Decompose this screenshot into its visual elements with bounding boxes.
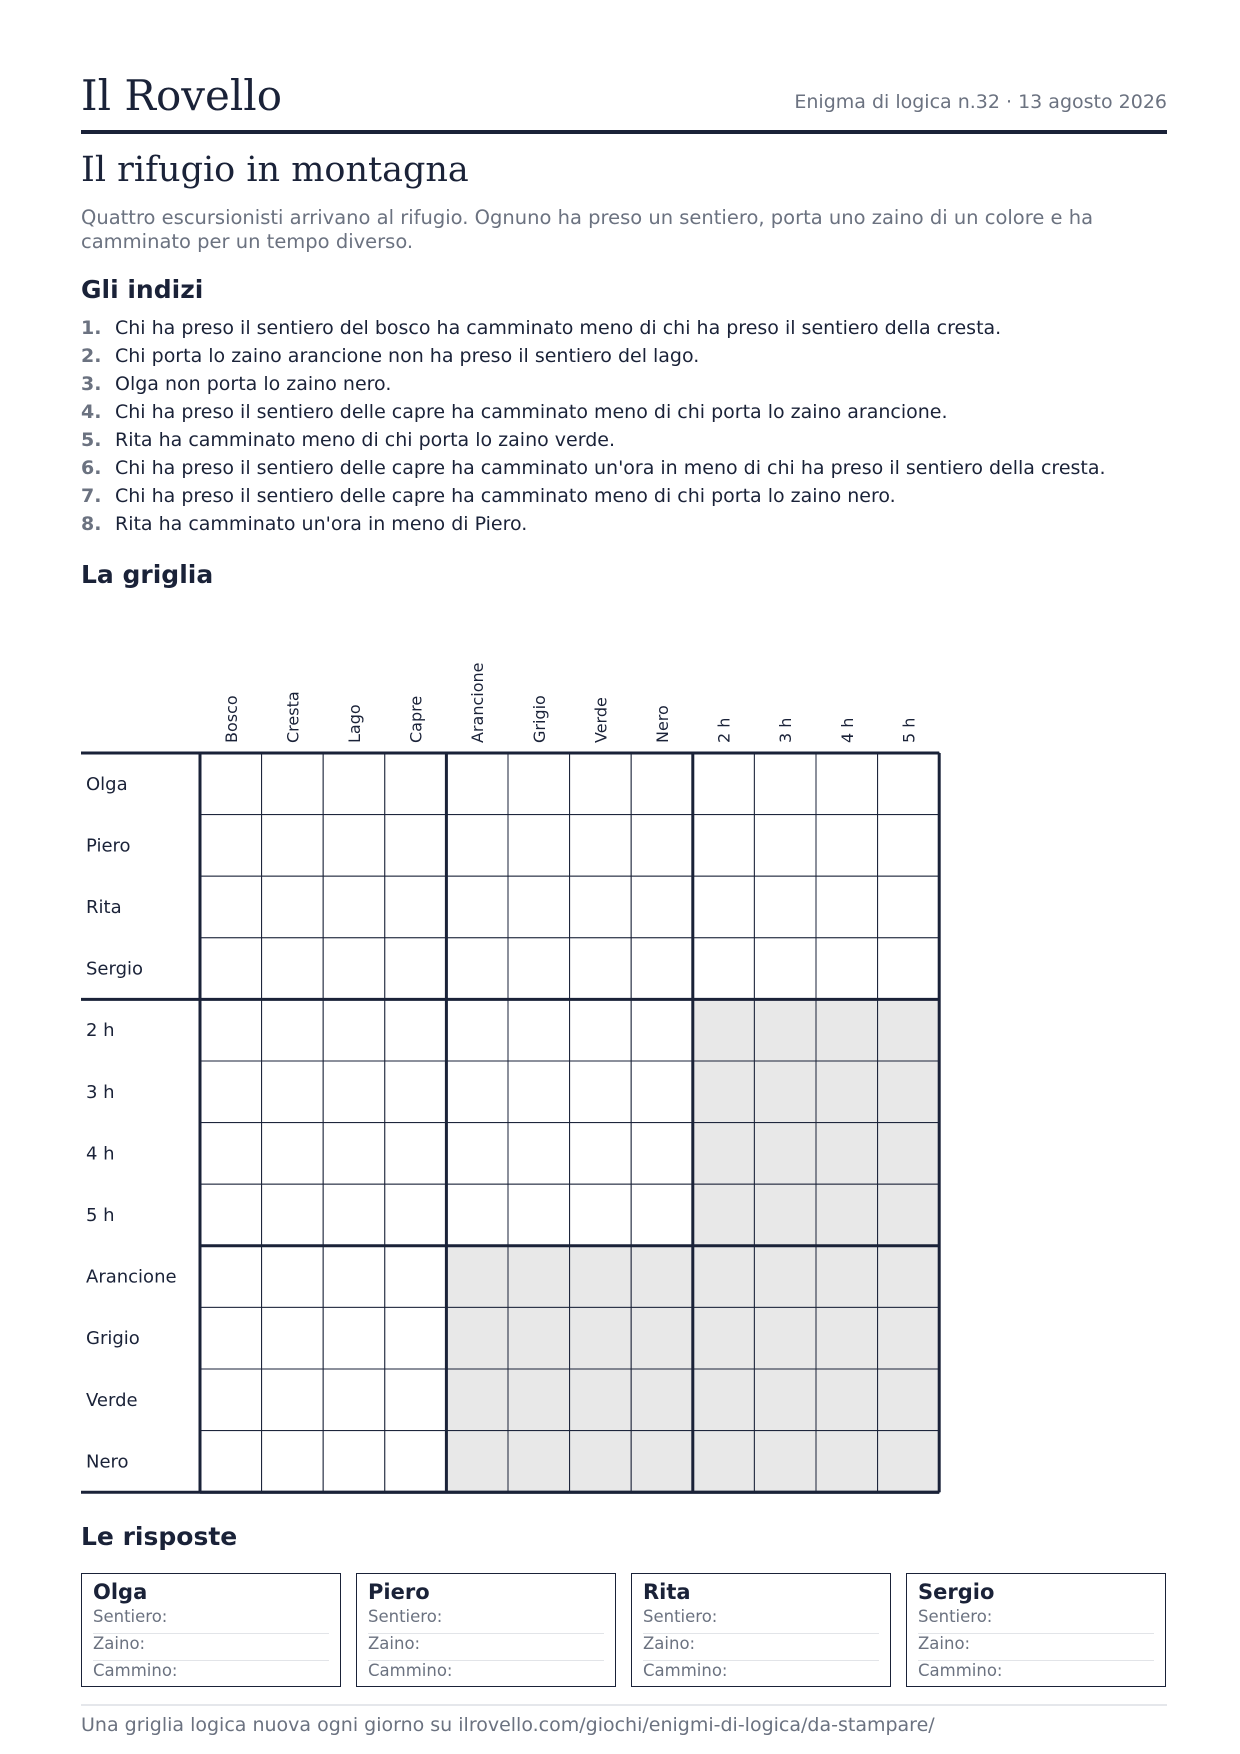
answer-card-piero [356,1573,616,1687]
clue-number: 1. [81,317,102,339]
grid-cell[interactable] [262,876,324,938]
clue-number: 7. [81,485,102,507]
grid-cell[interactable] [693,1307,755,1369]
grid-cell[interactable] [878,1061,940,1123]
grid-cell[interactable] [385,1307,447,1369]
grid-cell[interactable] [816,876,878,938]
grid-cell[interactable] [754,1123,816,1185]
grid-cell[interactable] [631,1184,693,1246]
grid-cell[interactable] [878,1369,940,1431]
grid-cell[interactable] [323,999,385,1061]
grid-cell[interactable] [508,999,570,1061]
grid-cell[interactable] [878,1184,940,1246]
grid-cell[interactable] [262,815,324,877]
clue-number: 6. [81,457,102,479]
grid-cell[interactable] [323,1369,385,1431]
grid-cell[interactable] [385,1184,447,1246]
grid-row-label: Rita [86,897,122,918]
grid-cell[interactable] [816,1061,878,1123]
grid-cell[interactable] [570,938,632,1000]
grid-cell[interactable] [508,1307,570,1369]
grid-cell[interactable] [570,1246,632,1308]
answer-field-cammino[interactable]: Cammino: [93,1661,178,1680]
grid-cell[interactable] [878,1307,940,1369]
grid-cell[interactable] [693,1369,755,1431]
grid-cell[interactable] [631,815,693,877]
answer-field-zaino[interactable]: Zaino: [93,1634,329,1661]
answer-field-cammino[interactable]: Cammino: [918,1661,1003,1680]
grid-column-label: Lago [345,704,364,743]
grid-cell[interactable] [570,999,632,1061]
grid-cell[interactable] [508,1431,570,1493]
grid-cell[interactable] [570,1061,632,1123]
grid-cell[interactable] [446,1184,508,1246]
brand-title: Il Rovello [81,71,283,120]
clue-item [81,510,1181,538]
grid-cell[interactable] [385,815,447,877]
grid-cell[interactable] [816,1307,878,1369]
grid-cell[interactable] [631,1307,693,1369]
grid-cell[interactable] [570,815,632,877]
answer-card-name: Sergio [918,1580,995,1604]
grid-row-label: Grigio [86,1328,140,1350]
grid-cell[interactable] [570,876,632,938]
grid-cell[interactable] [446,999,508,1061]
answer-field-cammino[interactable]: Cammino: [368,1661,453,1680]
clue-text: Chi porta lo zaino arancione non ha preso il sentiero del lago. [115,345,700,367]
grid-cell[interactable] [754,999,816,1061]
grid-cell[interactable] [816,999,878,1061]
grid-cell[interactable] [693,1123,755,1185]
grid-cell[interactable] [446,815,508,877]
grid-cell[interactable] [262,1061,324,1123]
answers-heading: Le risposte [81,1522,238,1551]
grid-column-label: 3 h [776,717,796,743]
grid-cell[interactable] [200,938,262,1000]
grid-cell[interactable] [878,876,940,938]
grid-cell[interactable] [385,1123,447,1185]
grid-cell[interactable] [508,1184,570,1246]
answer-card-olga [81,1573,341,1687]
grid-cell[interactable] [323,938,385,1000]
clue-number: 5. [81,429,102,451]
grid-cell[interactable] [816,815,878,877]
answers-section [81,1573,1167,1689]
clue-text: Rita ha camminato meno di chi porta lo zaino verde. [115,429,615,451]
grid-cell[interactable] [878,753,940,815]
clue-item [81,454,1181,482]
grid-column-label: Bosco [221,695,241,743]
grid-cell[interactable] [631,999,693,1061]
grid-column-label: 4 h [837,717,857,743]
clue-item [81,370,1181,398]
grid-cell[interactable] [446,1431,508,1493]
grid-cell[interactable] [446,876,508,938]
grid-cell[interactable] [262,1307,324,1369]
grid-row-label: 4 h [86,1143,115,1165]
grid-cell[interactable] [878,938,940,1000]
grid-cell[interactable] [446,1369,508,1431]
grid-cell[interactable] [878,1431,940,1493]
grid-column-label: Arancione [468,662,488,743]
grid-row-label: Olga [86,773,128,795]
grid-column-label: Nero [653,705,672,743]
grid-cell[interactable] [323,753,385,815]
grid-cell[interactable] [262,1184,324,1246]
grid-cell[interactable] [878,815,940,877]
grid-cell[interactable] [816,1123,878,1185]
grid-cell[interactable] [200,1369,262,1431]
grid-cell[interactable] [446,1246,508,1308]
clue-item [81,398,1181,426]
grid-cell[interactable] [878,1246,940,1308]
grid-cell[interactable] [508,876,570,938]
grid-cell[interactable] [262,999,324,1061]
grid-cell[interactable] [754,1369,816,1431]
grid-cell[interactable] [570,1123,632,1185]
grid-row-label: 3 h [86,1081,115,1103]
grid-cell[interactable] [323,815,385,877]
grid-cell[interactable] [508,1061,570,1123]
grid-cell[interactable] [200,1246,262,1308]
grid-column-label: Grigio [529,695,549,743]
grid-cell[interactable] [385,999,447,1061]
grid-cell[interactable] [200,1184,262,1246]
grid-cell[interactable] [754,1431,816,1493]
grid-row-label: 5 h [86,1205,115,1226]
grid-row-label: Nero [86,1451,129,1473]
grid-cell[interactable] [262,1431,324,1493]
grid-cell[interactable] [262,753,324,815]
grid-cell[interactable] [446,1307,508,1369]
clues-heading: Gli indizi [81,275,204,304]
grid-row-label: Piero [86,835,131,857]
grid-cell[interactable] [631,876,693,938]
clue-item [81,314,1181,342]
grid-column-label: 2 h [714,717,734,743]
grid-cell[interactable] [631,1061,693,1123]
grid-cell[interactable] [200,999,262,1061]
grid-cell[interactable] [693,1061,755,1123]
grid-cell[interactable] [200,1307,262,1369]
grid-cell[interactable] [200,815,262,877]
grid-cell[interactable] [693,999,755,1061]
grid-cell[interactable] [508,1123,570,1185]
grid-cell[interactable] [323,876,385,938]
grid-cell[interactable] [693,753,755,815]
grid-cell[interactable] [754,1184,816,1246]
logic-grid-svg[interactable] [81,620,981,1510]
grid-cell[interactable] [446,753,508,815]
grid-cell[interactable] [754,1246,816,1308]
clue-item [81,482,1181,510]
answer-field-sentiero[interactable]: Sentiero: [918,1607,1154,1634]
grid-cell[interactable] [816,753,878,815]
grid-cell[interactable] [570,753,632,815]
clue-text: Rita ha camminato un'ora in meno di Piero. [115,513,528,535]
grid-cell[interactable] [385,1246,447,1308]
grid-cell[interactable] [816,1431,878,1493]
grid-cell[interactable] [631,1246,693,1308]
grid-cell[interactable] [323,1307,385,1369]
grid-cell[interactable] [754,938,816,1000]
grid-cell[interactable] [385,753,447,815]
grid-cell[interactable] [754,876,816,938]
answer-card-rita [631,1573,891,1687]
grid-cell[interactable] [508,1246,570,1308]
grid-cell[interactable] [446,1061,508,1123]
grid-cell[interactable] [878,999,940,1061]
grid-cell[interactable] [631,938,693,1000]
grid-column-label: Cresta [283,691,303,743]
grid-cell[interactable] [570,1431,632,1493]
grid-cell[interactable] [816,1369,878,1431]
grid-cell[interactable] [693,1184,755,1246]
grid-cell[interactable] [323,1431,385,1493]
puzzle-title: Il rifugio in montagna [81,150,469,190]
grid-cell[interactable] [570,1307,632,1369]
answer-card-name: Olga [93,1580,148,1604]
grid-cell[interactable] [693,938,755,1000]
grid-heading: La griglia [81,560,214,589]
grid-cell[interactable] [816,1246,878,1308]
answer-card-name: Piero [368,1580,430,1604]
grid-cell[interactable] [631,1431,693,1493]
grid-row-label: 2 h [86,1020,115,1042]
puzzle-intro: Quattro escursionisti arrivano al rifugio. Ognuno ha preso un sentiero, porta uno zaino di un colore e ha camminato per un tempo diverso. [81,206,1094,253]
answer-card-sergio [906,1573,1166,1687]
grid-column-label: Capre [406,695,426,743]
grid-cell[interactable] [385,1061,447,1123]
clue-item [81,426,1181,454]
grid-cell[interactable] [570,1184,632,1246]
grid-cell[interactable] [200,1431,262,1493]
clue-text: Chi ha preso il sentiero del bosco ha camminato meno di chi ha preso il sentiero della cresta. [115,317,1002,339]
grid-cell[interactable] [754,1061,816,1123]
clue-text: Chi ha preso il sentiero delle capre ha camminato un'ora in meno di chi ha preso il sentiero della cresta. [115,457,1106,479]
grid-cell[interactable] [200,1061,262,1123]
clue-text: Chi ha preso il sentiero delle capre ha camminato meno di chi porta lo zaino arancione. [115,401,948,423]
grid-cell[interactable] [754,753,816,815]
answer-field-cammino[interactable]: Cammino: [643,1661,728,1680]
grid-cell[interactable] [508,815,570,877]
grid-cell[interactable] [693,1246,755,1308]
grid-cell[interactable] [508,753,570,815]
answer-field-sentiero[interactable]: Sentiero: [368,1607,604,1634]
grid-column-label: 5 h [899,717,919,743]
grid-cell[interactable] [631,1123,693,1185]
clue-item [81,342,1181,370]
footer-note: Una griglia logica nuova ogni giorno su ilrovello.com/giochi/enigmi-di-logica/da-stampare/ [81,1704,1167,1736]
masthead [81,70,1167,134]
grid-cell[interactable] [446,1123,508,1185]
grid-cell[interactable] [754,815,816,877]
grid-row-label: Verde [86,1389,138,1411]
grid-cell[interactable] [323,1061,385,1123]
grid-cell[interactable] [754,1307,816,1369]
clue-number: 8. [81,513,102,535]
grid-cell[interactable] [262,1246,324,1308]
clues-list [81,314,1181,538]
grid-cell[interactable] [570,1369,632,1431]
grid-cell[interactable] [385,1369,447,1431]
grid-cell[interactable] [262,1369,324,1431]
answer-field-zaino[interactable]: Zaino: [368,1634,604,1661]
grid-cell[interactable] [385,1431,447,1493]
grid-cell[interactable] [631,753,693,815]
grid-cell[interactable] [693,815,755,877]
grid-cell[interactable] [200,1123,262,1185]
clue-number: 2. [81,345,102,367]
grid-cell[interactable] [693,876,755,938]
grid-cell[interactable] [446,938,508,1000]
grid-cell[interactable] [508,938,570,1000]
grid-row-label: Sergio [86,958,144,980]
answer-field-zaino[interactable]: Zaino: [643,1634,879,1661]
answer-field-sentiero[interactable]: Sentiero: [93,1607,329,1634]
grid-cell[interactable] [262,938,324,1000]
clue-number: 3. [81,373,102,395]
grid-cell[interactable] [631,1369,693,1431]
grid-cell[interactable] [508,1369,570,1431]
clue-text: Chi ha preso il sentiero delle capre ha camminato meno di chi porta lo zaino nero. [115,485,896,507]
grid-cell[interactable] [200,876,262,938]
answer-card-name: Rita [643,1580,691,1604]
logic-grid[interactable] [81,620,981,1510]
clue-text: Olga non porta lo zaino nero. [115,373,392,395]
grid-cell[interactable] [323,1184,385,1246]
grid-cell[interactable] [200,753,262,815]
grid-cell[interactable] [878,1123,940,1185]
grid-cell[interactable] [323,1123,385,1185]
answer-field-zaino[interactable]: Zaino: [918,1634,1154,1661]
grid-cell[interactable] [385,876,447,938]
grid-cell[interactable] [693,1431,755,1493]
grid-cell[interactable] [816,1184,878,1246]
grid-cell[interactable] [323,1246,385,1308]
answer-field-sentiero[interactable]: Sentiero: [643,1607,879,1634]
issue-info: Enigma di logica n.32 · 13 agosto 2026 [794,91,1167,113]
grid-cell[interactable] [385,938,447,1000]
grid-cell[interactable] [262,1123,324,1185]
grid-row-label: Arancione [86,1266,177,1288]
clue-number: 4. [81,401,102,423]
grid-column-label: Verde [591,697,611,743]
grid-cell[interactable] [816,938,878,1000]
